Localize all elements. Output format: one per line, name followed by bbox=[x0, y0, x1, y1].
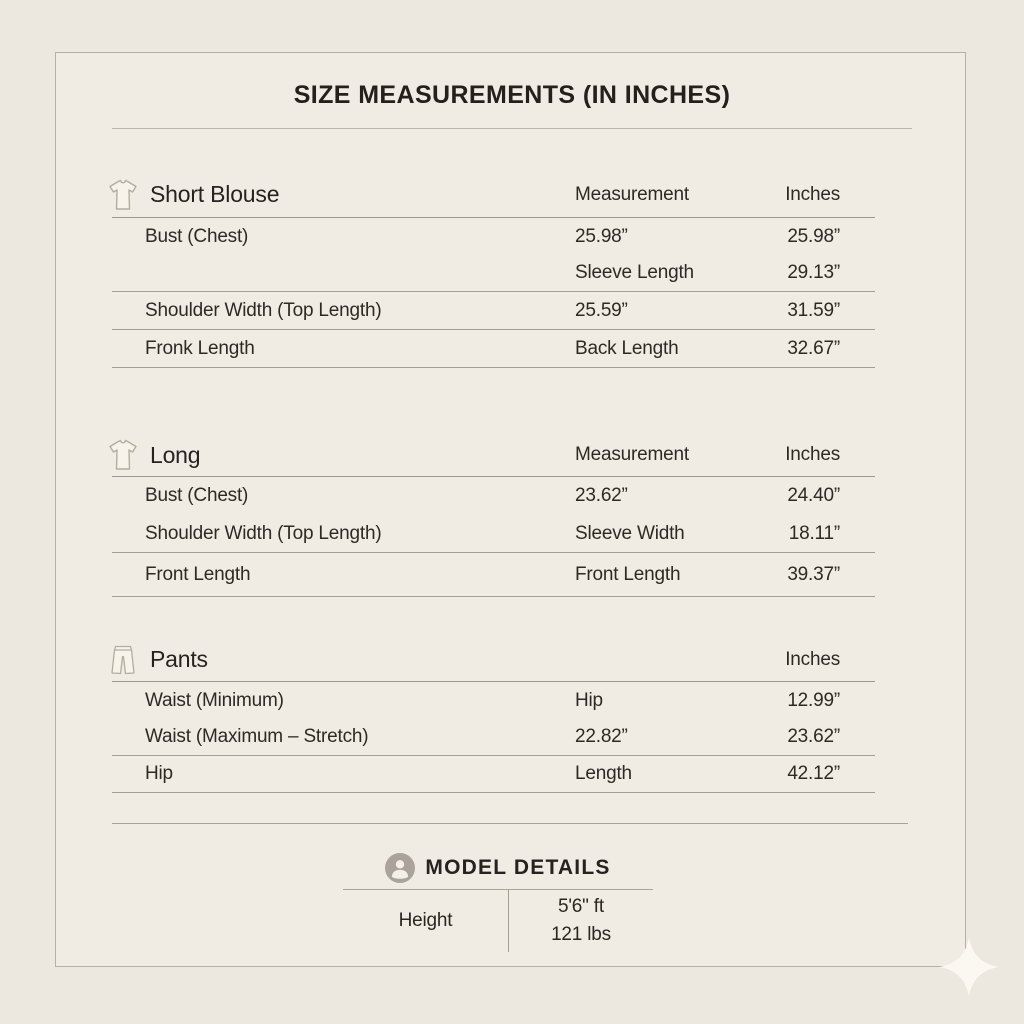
row-inches: 31.59” bbox=[787, 299, 840, 321]
row-inches: 24.40” bbox=[787, 485, 840, 506]
page-title: SIZE MEASUREMENTS (IN INCHES) bbox=[293, 81, 731, 109]
section-title: Long bbox=[150, 441, 201, 468]
row-measurement: Hip bbox=[575, 689, 603, 711]
row-inches: 39.37” bbox=[787, 563, 840, 585]
row-inches: 18.11” bbox=[788, 522, 840, 544]
column-header-inches: Inches bbox=[785, 648, 840, 670]
row-label: Waist (Minimum) bbox=[145, 689, 284, 711]
table-row bbox=[112, 330, 875, 368]
row-measurement: 25.98” bbox=[575, 225, 628, 247]
model-details-title: MODEL DETAILS bbox=[425, 855, 611, 879]
row-label: Fronk Length bbox=[145, 337, 255, 359]
section-header-label bbox=[112, 177, 575, 213]
row-label: Shoulder Width (Top Length) bbox=[145, 522, 382, 544]
section-header-label bbox=[112, 437, 575, 473]
table-row bbox=[112, 682, 875, 719]
tshirt-icon bbox=[105, 437, 141, 473]
row-measurement: Front Length bbox=[575, 563, 681, 585]
row-inches: 42.12” bbox=[787, 763, 840, 784]
table-closing-divider bbox=[112, 823, 908, 824]
section-header bbox=[112, 172, 875, 218]
table-row bbox=[112, 553, 875, 597]
section-long bbox=[112, 434, 875, 597]
table-row bbox=[112, 218, 875, 255]
section-pants bbox=[112, 638, 875, 793]
row-inches: 32.67” bbox=[787, 337, 840, 359]
model-height-label: Height bbox=[398, 910, 453, 931]
column-header-measurement: Measurement bbox=[575, 183, 689, 205]
column-header-inches: Inches bbox=[785, 183, 840, 205]
column-header-inches: Inches bbox=[785, 444, 840, 465]
table-row bbox=[112, 719, 875, 756]
row-measurement: Back Length bbox=[575, 337, 679, 359]
row-measurement: Sleeve Width bbox=[575, 522, 685, 544]
row-label: Bust (Chest) bbox=[145, 225, 249, 247]
row-measurement: 23.62” bbox=[575, 485, 628, 506]
model-weight: 121 lbs bbox=[551, 924, 611, 945]
row-measurement: 22.82” bbox=[575, 726, 628, 747]
row-label: Front Length bbox=[145, 563, 251, 585]
model-details-row bbox=[343, 890, 653, 952]
row-inches: 29.13” bbox=[787, 262, 840, 283]
row-inches: 12.99” bbox=[787, 689, 840, 711]
sparkle-icon bbox=[936, 934, 1002, 1000]
tshirt-icon bbox=[105, 177, 141, 213]
title-divider bbox=[112, 128, 912, 129]
row-measurement: Sleeve Length bbox=[575, 262, 694, 283]
row-measurement: Length bbox=[575, 763, 632, 784]
section-title: Short Blouse bbox=[150, 181, 280, 207]
section-title: Pants bbox=[150, 646, 208, 672]
pants-icon bbox=[105, 642, 141, 678]
section-header bbox=[112, 638, 875, 682]
model-height-value bbox=[508, 890, 653, 952]
section-header bbox=[112, 434, 875, 477]
model-details-header bbox=[343, 846, 653, 890]
column-header-measurement: Measurement bbox=[575, 444, 689, 465]
model-height-feet: 5'6" ft bbox=[558, 896, 604, 917]
person-icon bbox=[385, 853, 415, 883]
table-row bbox=[112, 292, 875, 330]
row-label: Waist (Maximum – Stretch) bbox=[145, 726, 369, 747]
row-label: Shoulder Width (Top Length) bbox=[145, 299, 382, 321]
section-header-label bbox=[112, 642, 575, 678]
table-row bbox=[112, 477, 875, 515]
table-row bbox=[112, 515, 875, 553]
row-inches: 25.98” bbox=[787, 225, 840, 247]
table-row bbox=[112, 255, 875, 292]
section-short-blouse bbox=[112, 172, 875, 368]
row-label: Hip bbox=[145, 763, 173, 784]
model-details bbox=[343, 846, 653, 952]
row-label: Bust (Chest) bbox=[145, 485, 249, 506]
row-inches: 23.62” bbox=[787, 726, 840, 747]
table-row bbox=[112, 756, 875, 793]
row-measurement: 25.59” bbox=[575, 299, 628, 321]
